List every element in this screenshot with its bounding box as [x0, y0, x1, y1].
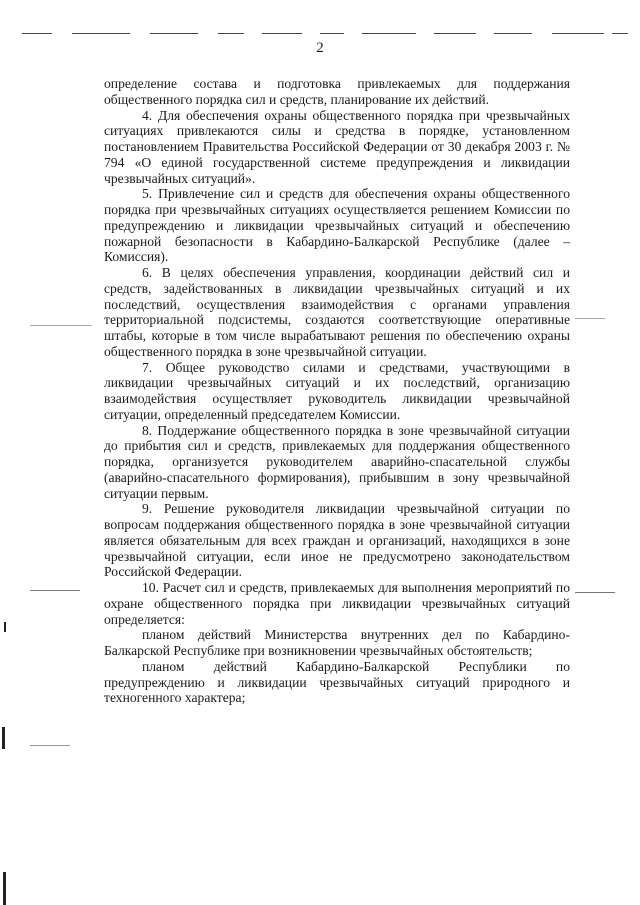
paragraph: 6. В целях обеспечения управления, координации действий сил и средств, задействованных в ликвидации чрезвычайных ситуаций и их последствий, осуществления взаимодействия с органами управления территориальной подсистемы, создаются соответствующие оперативные штабы, которые в том числе вырабатывают решения по обеспечению охраны общественного порядка в зоне чрезвычайной ситуации. [104, 265, 570, 359]
paragraph: 8. Поддержание общественного порядка в зоне чрезвычайной ситуации до прибытия сил и средств, привлекаемых для поддержания общественного порядка, организуется руководителем аварийно-спасательной службы (аварийно-спасательного формирования), прибывшим в зону чрезвычайной ситуации первым. [104, 422, 570, 501]
scan-mark [3, 872, 6, 905]
scan-dash [575, 592, 615, 593]
scan-dash [30, 590, 80, 591]
scan-dash [575, 318, 605, 319]
scan-dash [30, 325, 92, 326]
scan-mark [2, 727, 5, 749]
paragraph: определение состава и подготовка привлекаемых для поддержания общественного порядка сил и средств, планирование их действий. [104, 76, 570, 107]
document-body [104, 76, 570, 706]
paragraph: планом действий Министерства внутренних дел по Кабардино-Балкарской Республике при возникновении чрезвычайных обстоятельств; [104, 627, 570, 658]
paragraph: 4. Для обеспечения охраны общественного порядка при чрезвычайных ситуациях привлекаются силы и средства в порядке, установленном постановлением Правительства Российской Федерации от 30 декабря 2003 г. № 794 «О единой государственной системе предупреждения и ликвидации чрезвычайных ситуаций». [104, 107, 570, 186]
paragraph: 10. Расчет сил и средств, привлекаемых для выполнения мероприятий по охране общественного порядка при ликвидации чрезвычайных ситуаций определяется: [104, 580, 570, 627]
page-number: 2 [316, 40, 324, 56]
scan-dash [30, 745, 70, 746]
paragraph: 9. Решение руководителя ликвидации чрезвычайной ситуации по вопросам поддержания общественного порядка в зоне чрезвычайной ситуации является обязательным для всех граждан и организаций, находящихся в зоне чрезвычайной ситуации, если иное не предусмотрено законодательством Российской Федерации. [104, 501, 570, 580]
paragraph: 7. Общее руководство силами и средствами, участвующими в ликвидации чрезвычайных ситуаций и их последствий, организацию взаимодействия осуществляет руководитель ликвидации чрезвычайной ситуации, определенный председателем Комиссии. [104, 359, 570, 422]
paragraph: 5. Привлечение сил и средств для обеспечения охраны общественного порядка при чрезвычайных ситуациях осуществляется решением Комиссии по предупреждению и ликвидации чрезвычайных ситуаций и обеспечению пожарной безопасности в Кабардино-Балкарской Республике (далее – Комиссия). [104, 186, 570, 265]
scan-header-line [0, 33, 640, 35]
paragraph: планом действий Кабардино-Балкарской Республики по предупреждению и ликвидации чрезвычайных ситуаций природного и техногенного характера; [104, 658, 570, 706]
scan-mark [4, 622, 6, 632]
